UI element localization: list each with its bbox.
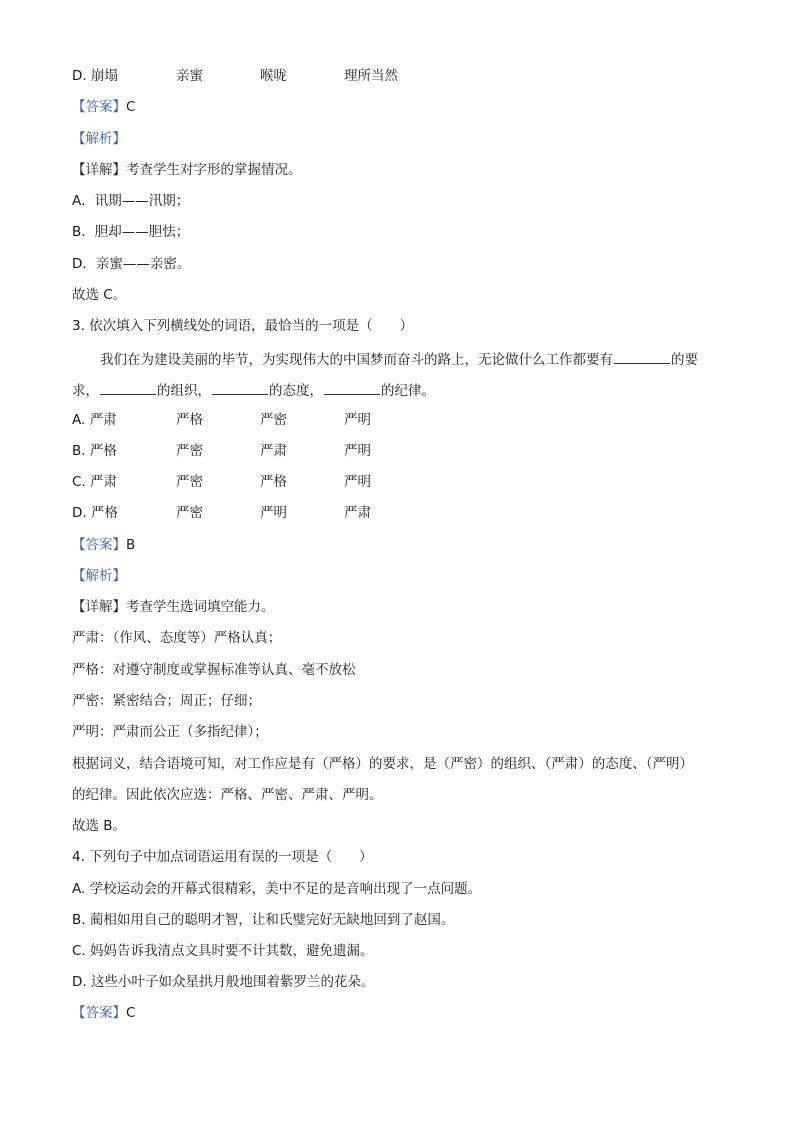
option-word: 严明 xyxy=(344,474,371,490)
option-label: D. xyxy=(72,68,91,84)
fill-blank xyxy=(100,380,156,395)
detail-text: 考查学生选词填空能力。 xyxy=(126,599,275,615)
q4-option-b: B. 蔺相如用自己的聪明才智，让和氏璧完好无缺地回到了赵国。 xyxy=(72,912,455,928)
detail-text: 考查学生对字形的掌握情况。 xyxy=(126,162,302,178)
option-word: 严密 xyxy=(176,505,203,521)
q3-option-a xyxy=(72,411,117,429)
option-word: 严肃 xyxy=(90,474,118,490)
q2-detail xyxy=(72,161,302,179)
passage-text: 的组织， xyxy=(157,383,211,399)
analysis-tag: 【解析】 xyxy=(72,131,126,147)
answer-value: B xyxy=(126,537,136,553)
option-word: 理所当然 xyxy=(344,68,398,84)
analysis-tag: 【解析】 xyxy=(72,568,126,584)
q2-option-d xyxy=(72,67,118,85)
q2-answer xyxy=(72,98,135,116)
fill-blank xyxy=(212,380,268,395)
option-word: 严密 xyxy=(176,443,203,459)
q3-passage-line-2 xyxy=(72,380,435,400)
q4-option-a: A. 学校运动会的开幕式很精彩，美中不足的是音响出现了一点问题。 xyxy=(72,881,482,897)
option-word: 崩塌 xyxy=(90,68,118,84)
q4-option-c: C. 妈妈告诉我清点文具时要不计其数，避免遗漏。 xyxy=(72,943,374,959)
definition-line: 严肃：（作风、态度等）严格认真； xyxy=(72,630,282,646)
fix-line: D．亲蜜——亲密。 xyxy=(72,256,191,272)
option-word: 严格 xyxy=(89,443,117,459)
option-word: 严密 xyxy=(260,412,287,428)
option-word: 严肃 xyxy=(89,412,117,428)
reason-line: 的纪律。因此依次应选：严格、严密、严肃、严明。 xyxy=(72,787,383,803)
detail-tag: 【详解】 xyxy=(72,599,126,615)
conclusion: 故选 C。 xyxy=(72,287,127,303)
option-word: 严肃 xyxy=(344,505,371,521)
answer-value: C xyxy=(126,1005,136,1021)
passage-text: 求， xyxy=(72,383,99,399)
answer-tag: 【答案】 xyxy=(72,1005,126,1021)
option-word: 严明 xyxy=(344,443,371,459)
q3-option-d xyxy=(72,504,118,522)
q3-option-c xyxy=(72,473,117,491)
q4-answer xyxy=(72,1004,135,1022)
conclusion: 故选 B。 xyxy=(72,818,127,834)
q4-option-d: D. 这些小叶子如众星拱月般地围着紫罗兰的花朵。 xyxy=(72,974,375,990)
fix-line: B．胆却——胆怯； xyxy=(72,224,190,240)
option-label: C. xyxy=(72,474,86,490)
passage-text: 的态度， xyxy=(269,383,323,399)
option-word: 亲蜜 xyxy=(176,68,203,84)
fix-line: A．讯期——汛期； xyxy=(72,193,190,209)
passage-text: 的纪律。 xyxy=(381,383,435,399)
option-label: D. xyxy=(72,505,87,521)
q4-stem: 4. 下列句子中加点词语运用有误的一项是（ ） xyxy=(72,849,373,865)
reason-line: 根据词义，结合语境可知，对工作应是有（严格）的要求，是（严密）的组织、（严肃）的态度、（严明） xyxy=(72,756,693,772)
q3-answer xyxy=(72,536,135,554)
option-word: 严明 xyxy=(344,412,371,428)
fill-blank xyxy=(614,349,670,364)
answer-value: C xyxy=(126,99,136,115)
q3-detail xyxy=(72,598,275,616)
answer-tag: 【答案】 xyxy=(72,99,126,115)
option-label: B. xyxy=(72,443,86,459)
definition-line: 严明：严肃而公正（多指纪律）； xyxy=(72,724,268,740)
option-word: 严格 xyxy=(90,505,118,521)
option-word: 严密 xyxy=(176,474,203,490)
passage-text: 的要 xyxy=(671,352,698,368)
option-word: 严明 xyxy=(260,505,287,521)
passage-text: 我们在为建设美丽的毕节，为实现伟大的中国梦而奋斗的路上，无论做什么工作都要有 xyxy=(100,352,613,368)
detail-tag: 【详解】 xyxy=(72,162,126,178)
option-label: A. xyxy=(72,412,86,428)
q3-stem: 3. 依次填入下列横线处的词语，最恰当的一项是（ ） xyxy=(72,318,414,334)
answer-tag: 【答案】 xyxy=(72,537,126,553)
option-word: 严肃 xyxy=(260,443,287,459)
q3-option-b xyxy=(72,442,117,460)
definition-line: 严格：对遵守制度或掌握标准等认真、毫不放松 xyxy=(72,662,356,678)
definition-line: 严密：紧密结合；周正；仔细； xyxy=(72,693,261,709)
q3-passage-line-1 xyxy=(100,349,698,369)
option-word: 严格 xyxy=(176,412,203,428)
fill-blank xyxy=(324,380,380,395)
option-word: 喉咙 xyxy=(260,68,287,84)
option-word: 严格 xyxy=(260,474,287,490)
